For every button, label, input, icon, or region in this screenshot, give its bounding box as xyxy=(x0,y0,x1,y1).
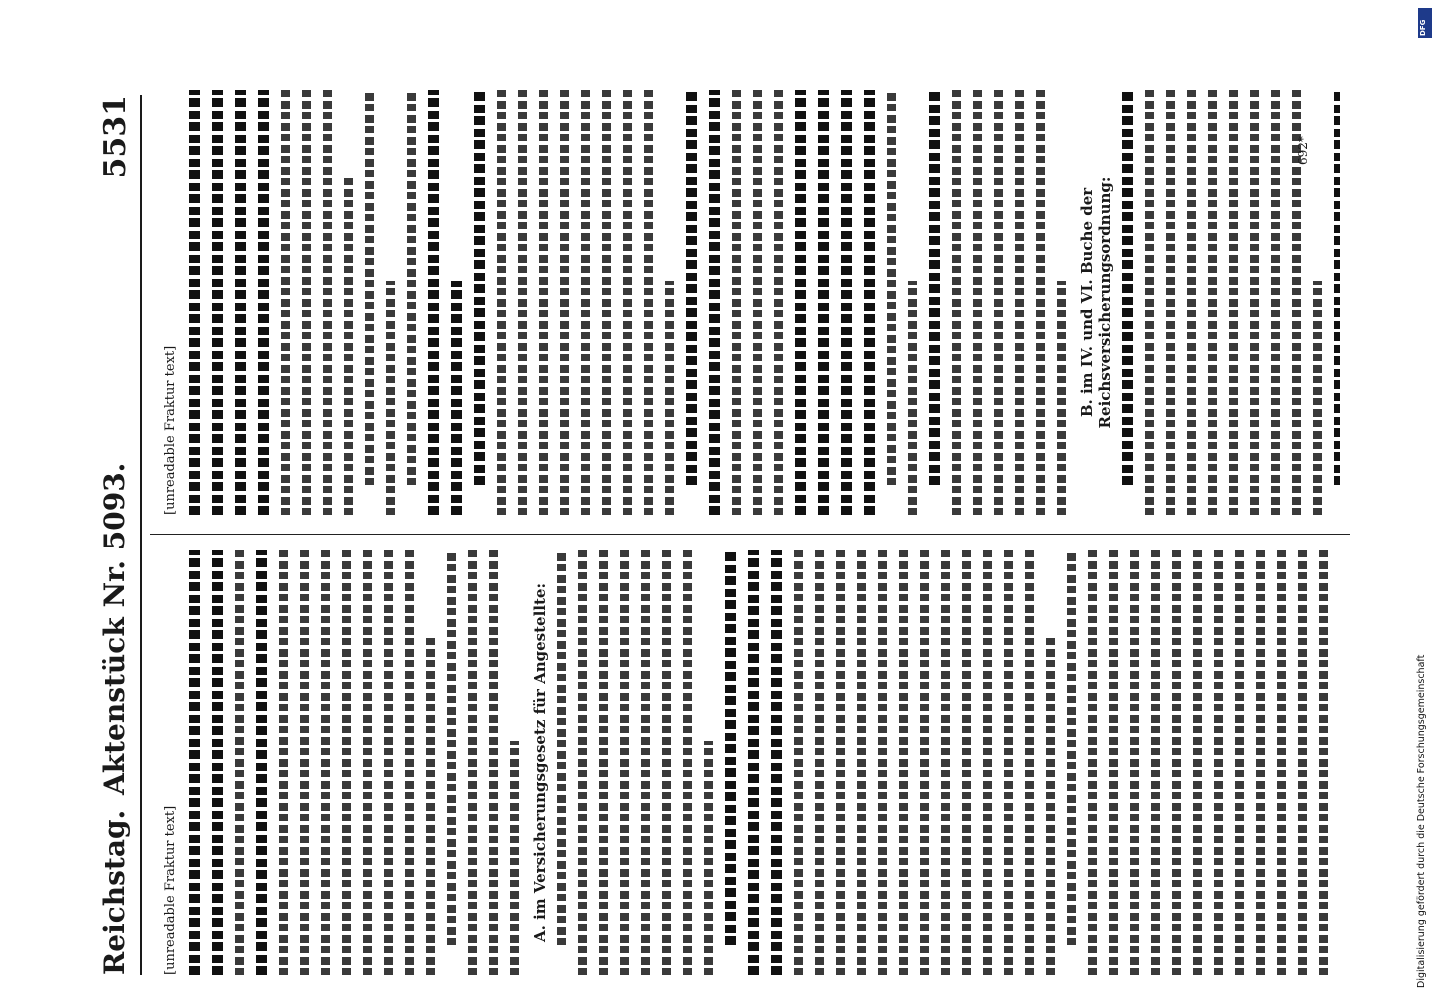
page-header xyxy=(90,95,142,975)
section-heading-b: B. im IV. und VI. Buche der Reichsversicherungsordnung: xyxy=(1078,176,1114,429)
left-paragraph-unreadable: [unreadable Fraktur text] xyxy=(163,805,178,975)
header-document-number: Aktenstück Nr. 5093. xyxy=(98,462,131,795)
left-text-block-1 xyxy=(189,550,519,975)
section-heading-a: A. im Versicherungsgesetz für Angestellte: xyxy=(531,582,549,943)
column-divider xyxy=(150,534,1350,535)
page-number: 5531 xyxy=(98,95,133,179)
header-source: Reichstag. xyxy=(98,809,131,975)
digitization-credit xyxy=(1416,8,1430,988)
credit-text: Digitalisierung gefördert durch die Deutsche Forschungsgemeinschaft xyxy=(1416,654,1427,988)
left-text-block-2 xyxy=(557,550,1340,975)
right-text-block-1 xyxy=(189,90,1066,515)
page-mark-text: 692* xyxy=(1296,136,1310,165)
right-paragraph-unreadable: [unreadable Fraktur text] xyxy=(163,345,178,515)
dfg-logo xyxy=(1418,8,1432,38)
dfg-logo-text: DFG xyxy=(1419,19,1427,36)
rotated-print-area xyxy=(80,70,1360,1000)
right-column xyxy=(160,90,1340,515)
left-column xyxy=(160,550,1340,975)
page-mark xyxy=(1296,125,1316,165)
